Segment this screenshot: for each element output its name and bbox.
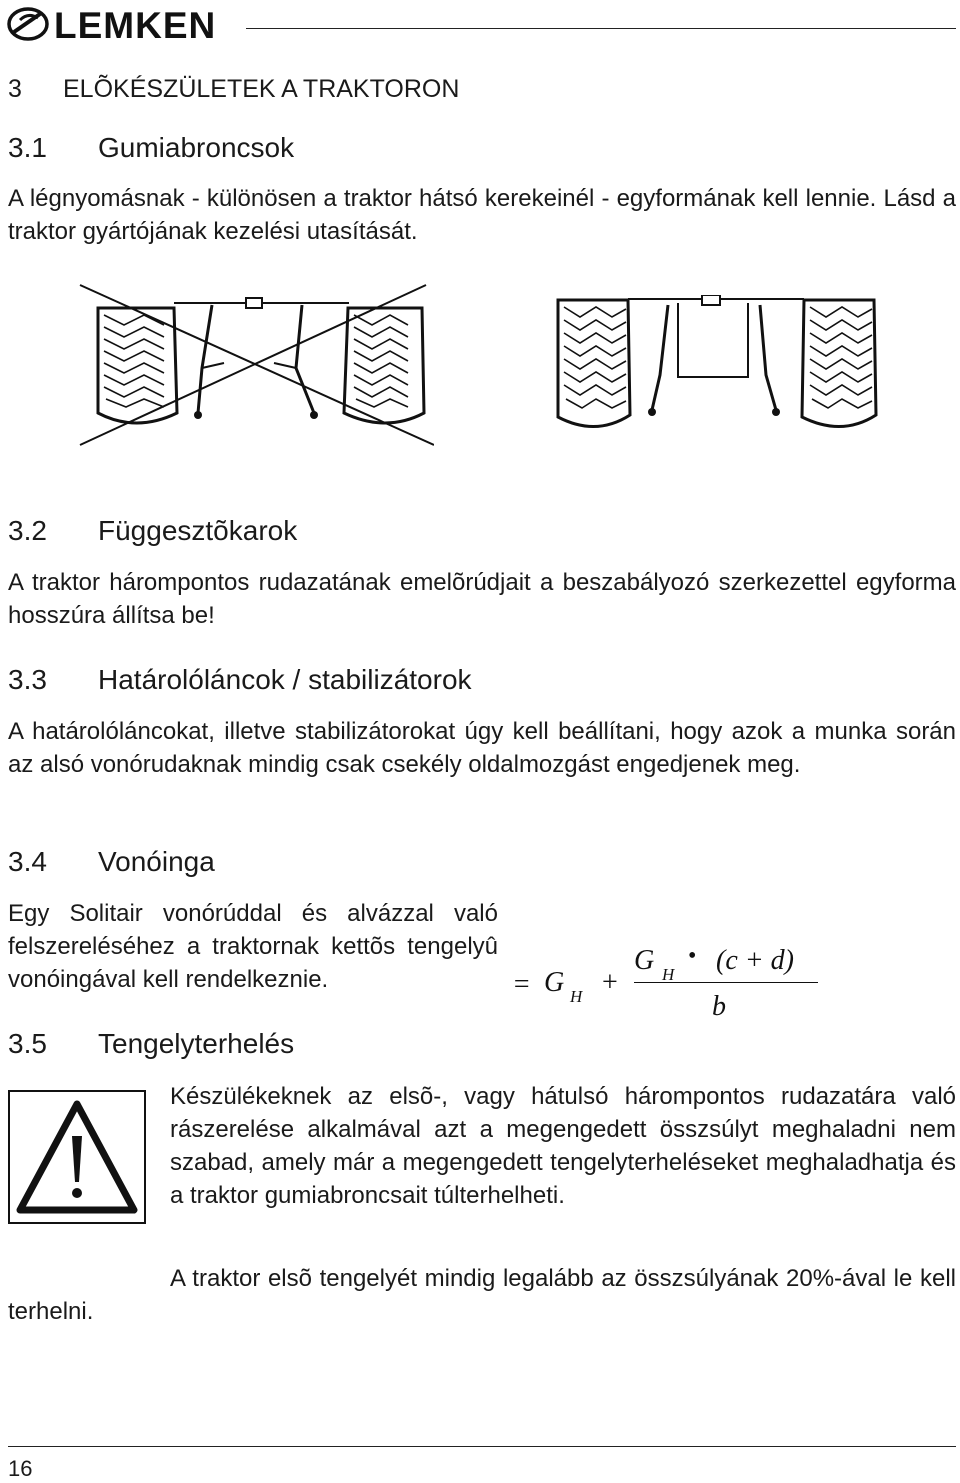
formula-h-sub: H <box>570 987 583 1006</box>
warning-box <box>8 1090 146 1224</box>
tractor-rear-correct-icon <box>552 295 882 440</box>
section-number: 3.5 <box>8 1028 47 1059</box>
section-3-2-text: A traktor hárompontos rudazatának emelõrúdjait a beszabályozó szerkezettel egyforma hosszúra állítsa be! <box>8 569 956 629</box>
brand-name: LEMKEN <box>54 5 217 46</box>
section-number: 3.4 <box>8 846 47 877</box>
section-3-3-text: A határolóláncokat, illetve stabilizátorokat úgy kell beállítani, hogy azok a munka során az alsó vonórudaknak mindig csak csekély oldalmozgást engedjenek meg. <box>8 718 956 778</box>
section-title: Függesztõkarok <box>98 515 298 546</box>
footer-rule <box>8 1446 956 1447</box>
section-3-4-text: Egy Solitair vonórúddal és alvázzal való felszereléséhez a traktornak kettõs tengelyû vonóingával kell rendelkeznie. <box>8 900 498 993</box>
section-title: Tengelyterhelés <box>98 1028 295 1059</box>
formula-denominator-b: b <box>712 991 726 1022</box>
section-number: 3.1 <box>8 132 47 163</box>
axle-load-formula <box>512 935 832 1025</box>
formula-c-plus-d: (c + d) <box>716 945 794 976</box>
warning-triangle-icon <box>10 1092 144 1222</box>
section-3-4-heading <box>8 846 608 878</box>
formula-bullet: • <box>688 943 697 969</box>
section-3-heading <box>8 74 608 104</box>
formula-fraction-bar <box>634 982 818 983</box>
section-number: 3.2 <box>8 515 47 546</box>
section-title: ELÕKÉSZÜLETEK A TRAKTORON <box>63 75 460 103</box>
section-3-2-heading <box>8 515 608 547</box>
section-title: Gumiabroncsok <box>98 132 295 163</box>
formula-numerator-g: G <box>634 945 655 976</box>
section-3-3-heading <box>8 664 708 696</box>
warning-text: Készülékeknek az elsõ-, vagy hátulsó hárompontos rudazatára való rászerelése alkalmával azt a megengedett összsúlyt meghaladni nem szabad, amely már a megengedett tengelyterheléseket meghaladhatja és a traktor gumiabroncsait túlterhelheti. <box>170 1083 956 1209</box>
front-axle-note <box>8 1262 956 1328</box>
section-3-5-heading <box>8 1028 608 1060</box>
formula-plus: + <box>602 967 618 998</box>
formula-equals: = <box>512 969 531 1000</box>
page-number: 16 <box>8 1456 33 1481</box>
header-logo <box>6 4 236 46</box>
header-rule <box>246 28 956 29</box>
section-number: 3 <box>8 75 22 103</box>
section-title: Vonóinga <box>98 846 215 877</box>
tractor-rear-crossed-out-icon <box>74 283 434 453</box>
lemken-emblem-icon <box>6 6 50 42</box>
section-title: Határolóláncok / stabilizátorok <box>98 664 472 695</box>
front-axle-note-text: A traktor elsõ tengelyét mindig legalább az összsúlyának 20%-ával le kell terhelni. <box>8 1265 956 1325</box>
section-3-1-text: A légnyomásnak - különösen a traktor hátsó kerekeinél - egyformának kell lennie. Lásd a traktor gyártójának kezelési utasítását. <box>8 185 956 245</box>
formula-g: G <box>544 967 565 998</box>
formula-numerator-h-sub: H <box>662 965 675 984</box>
section-3-1-heading <box>8 132 608 164</box>
section-number: 3.3 <box>8 664 47 695</box>
